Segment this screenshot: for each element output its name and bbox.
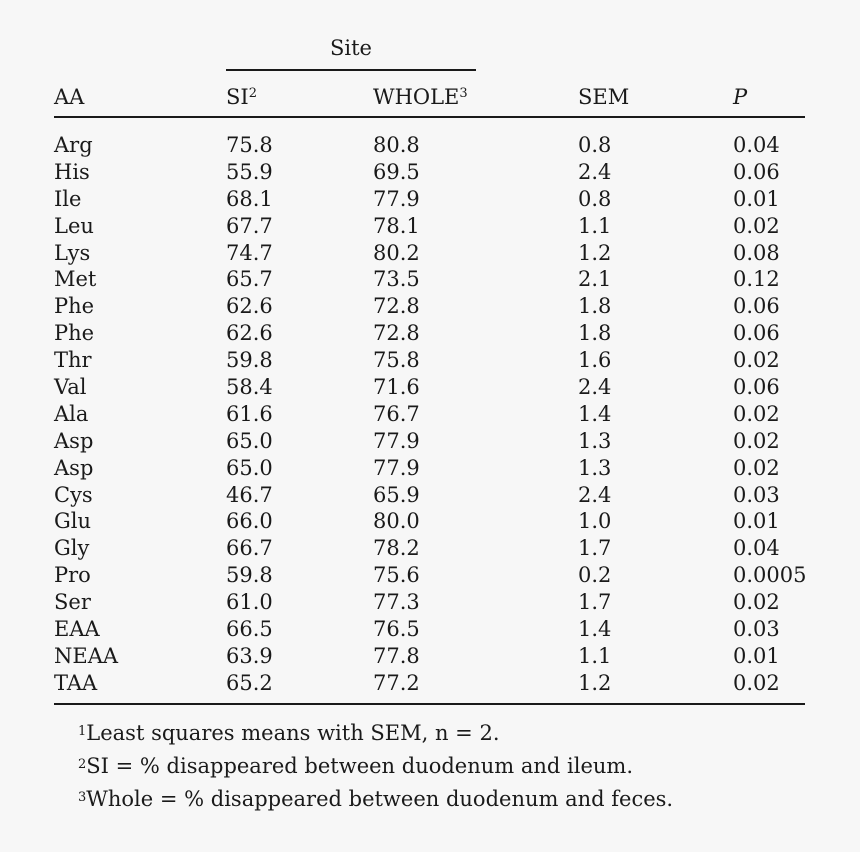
cell-si: 66.0 (226, 509, 273, 534)
cell-si: 59.8 (226, 563, 273, 588)
cell-si: 65.0 (226, 455, 273, 480)
table-row (0, 266, 860, 293)
cell-p: 0.02 (733, 670, 780, 695)
cell-sem: 2.1 (578, 267, 612, 292)
cell-p: 0.04 (733, 536, 780, 561)
cell-whole: 78.1 (373, 213, 420, 238)
cell-sem: 1.3 (578, 455, 612, 480)
table-row (0, 213, 860, 240)
table-row (0, 589, 860, 616)
cell-sem: 1.1 (578, 643, 612, 668)
footnote-text: Whole = % disappeared between duodenum and feces. (86, 787, 674, 811)
cell-whole: 73.5 (373, 267, 420, 292)
table-row (0, 428, 860, 455)
cell-whole: 77.9 (373, 455, 420, 480)
cell-si: 46.7 (226, 482, 273, 507)
cell-aa: Thr (54, 348, 92, 373)
footnote (78, 717, 838, 750)
header-aa: AA (54, 85, 85, 109)
table-row (0, 159, 860, 186)
cell-p: 0.06 (733, 159, 780, 184)
cell-sem: 1.8 (578, 294, 612, 319)
footnote-mark: 1 (78, 724, 87, 739)
cell-aa: TAA (54, 670, 98, 695)
cell-whole: 78.2 (373, 536, 420, 561)
cell-whole: 77.8 (373, 643, 420, 668)
cell-whole: 76.7 (373, 401, 420, 426)
header-p: P (733, 85, 748, 109)
cell-whole: 80.2 (373, 240, 420, 265)
cell-p: 0.06 (733, 375, 780, 400)
header-si (226, 84, 257, 110)
cell-aa: EAA (54, 617, 100, 642)
cell-aa: Leu (54, 213, 94, 238)
cell-sem: 1.4 (578, 617, 612, 642)
cell-sem: 1.7 (578, 536, 612, 561)
cell-aa: Glu (54, 509, 92, 534)
cell-whole: 80.0 (373, 509, 420, 534)
table-row (0, 535, 860, 562)
cell-p: 0.01 (733, 186, 780, 211)
cell-aa: Arg (54, 133, 93, 157)
cell-p: 0.08 (733, 240, 780, 265)
header-whole (373, 84, 468, 110)
cell-p: 0.06 (733, 294, 780, 319)
table-row (0, 482, 860, 509)
cell-p: 0.03 (733, 617, 780, 642)
footnotes (78, 717, 838, 816)
cell-sem: 2.4 (578, 482, 612, 507)
cell-whole: 77.9 (373, 428, 420, 453)
cell-si: 61.0 (226, 590, 273, 615)
cell-p: 0.01 (733, 509, 780, 534)
cell-aa: Pro (54, 563, 91, 588)
table-row (0, 132, 860, 159)
cell-sem: 1.8 (578, 321, 612, 346)
cell-aa: Gly (54, 536, 90, 561)
cell-aa: NEAA (54, 643, 119, 668)
cell-sem: 1.3 (578, 428, 612, 453)
cell-p: 0.02 (733, 428, 780, 453)
cell-whole: 77.3 (373, 590, 420, 615)
table-row (0, 455, 860, 482)
site-spanner-label: Site (330, 36, 372, 60)
header-si-footnote-mark: 2 (248, 86, 257, 101)
table-row (0, 320, 860, 347)
cell-aa: Ile (54, 186, 82, 211)
cell-si: 66.5 (226, 617, 273, 642)
table-row (0, 562, 860, 589)
header-whole-footnote-mark: 3 (459, 86, 468, 101)
cell-aa: Met (54, 267, 97, 292)
cell-aa: Ala (54, 401, 89, 426)
cell-aa: Asp (54, 428, 94, 453)
cell-p: 0.02 (733, 213, 780, 238)
cell-whole: 77.9 (373, 186, 420, 211)
cell-whole: 77.2 (373, 670, 420, 695)
table-row (0, 293, 860, 320)
footnote (78, 783, 838, 816)
cell-sem: 1.0 (578, 509, 612, 534)
cell-si: 67.7 (226, 213, 273, 238)
cell-aa: Lys (54, 240, 91, 265)
cell-sem: 1.6 (578, 348, 612, 373)
cell-p: 0.04 (733, 133, 780, 157)
cell-si: 65.7 (226, 267, 273, 292)
cell-whole: 76.5 (373, 617, 420, 642)
cell-p: 0.12 (733, 267, 780, 292)
cell-p: 0.02 (733, 455, 780, 480)
footnote (78, 750, 838, 783)
cell-sem: 1.2 (578, 240, 612, 265)
table-row (0, 347, 860, 374)
cell-whole: 65.9 (373, 482, 420, 507)
cell-p: 0.01 (733, 643, 780, 668)
cell-sem: 2.4 (578, 159, 612, 184)
cell-sem: 1.4 (578, 401, 612, 426)
cell-si: 66.7 (226, 536, 273, 561)
cell-whole: 80.8 (373, 133, 420, 157)
table-body (0, 132, 860, 697)
site-spanner-rule (226, 69, 476, 71)
table-row (0, 374, 860, 401)
cell-si: 62.6 (226, 294, 273, 319)
cell-si: 62.6 (226, 321, 273, 346)
cell-whole: 69.5 (373, 159, 420, 184)
table-row (0, 401, 860, 428)
cell-whole: 72.8 (373, 294, 420, 319)
footnote-mark: 3 (78, 790, 87, 805)
header-sem: SEM (578, 85, 630, 109)
cell-p: 0.06 (733, 321, 780, 346)
cell-sem: 2.4 (578, 375, 612, 400)
cell-si: 68.1 (226, 186, 273, 211)
table-row (0, 616, 860, 643)
cell-aa: Cys (54, 482, 93, 507)
footnote-mark: 2 (78, 757, 87, 772)
cell-si: 59.8 (226, 348, 273, 373)
cell-aa: Ser (54, 590, 91, 615)
table-row (0, 508, 860, 535)
cell-si: 55.9 (226, 159, 273, 184)
footnote-text: Least squares means with SEM, n = 2. (86, 721, 500, 745)
cell-si: 61.6 (226, 401, 273, 426)
table-row (0, 186, 860, 213)
cell-si: 74.7 (226, 240, 273, 265)
cell-whole: 71.6 (373, 375, 420, 400)
table-row (0, 670, 860, 697)
cell-p: 0.02 (733, 401, 780, 426)
header-whole-text: WHOLE (373, 85, 460, 109)
cell-sem: 0.2 (578, 563, 612, 588)
footnote-text: SI = % disappeared between duodenum and ileum. (86, 754, 634, 778)
cell-sem: 1.2 (578, 670, 612, 695)
cell-whole: 72.8 (373, 321, 420, 346)
cell-p: 0.0005 (733, 563, 807, 588)
header-rule (54, 116, 805, 118)
table-row (0, 643, 860, 670)
cell-sem: 1.1 (578, 213, 612, 238)
cell-p: 0.02 (733, 348, 780, 373)
cell-p: 0.03 (733, 482, 780, 507)
cell-si: 65.2 (226, 670, 273, 695)
cell-aa: Phe (54, 294, 95, 319)
cell-sem: 0.8 (578, 186, 612, 211)
cell-si: 63.9 (226, 643, 273, 668)
cell-aa: His (54, 159, 90, 184)
header-si-text: SI (226, 85, 249, 109)
cell-whole: 75.8 (373, 348, 420, 373)
cell-si: 65.0 (226, 428, 273, 453)
cell-sem: 1.7 (578, 590, 612, 615)
cell-p: 0.02 (733, 590, 780, 615)
cell-whole: 75.6 (373, 563, 420, 588)
cell-aa: Asp (54, 455, 94, 480)
cell-si: 75.8 (226, 133, 273, 157)
cell-si: 58.4 (226, 375, 273, 400)
cell-aa: Val (54, 375, 87, 400)
table-row (0, 240, 860, 267)
bottom-rule (54, 703, 805, 705)
cell-aa: Phe (54, 321, 95, 346)
cell-sem: 0.8 (578, 133, 612, 157)
